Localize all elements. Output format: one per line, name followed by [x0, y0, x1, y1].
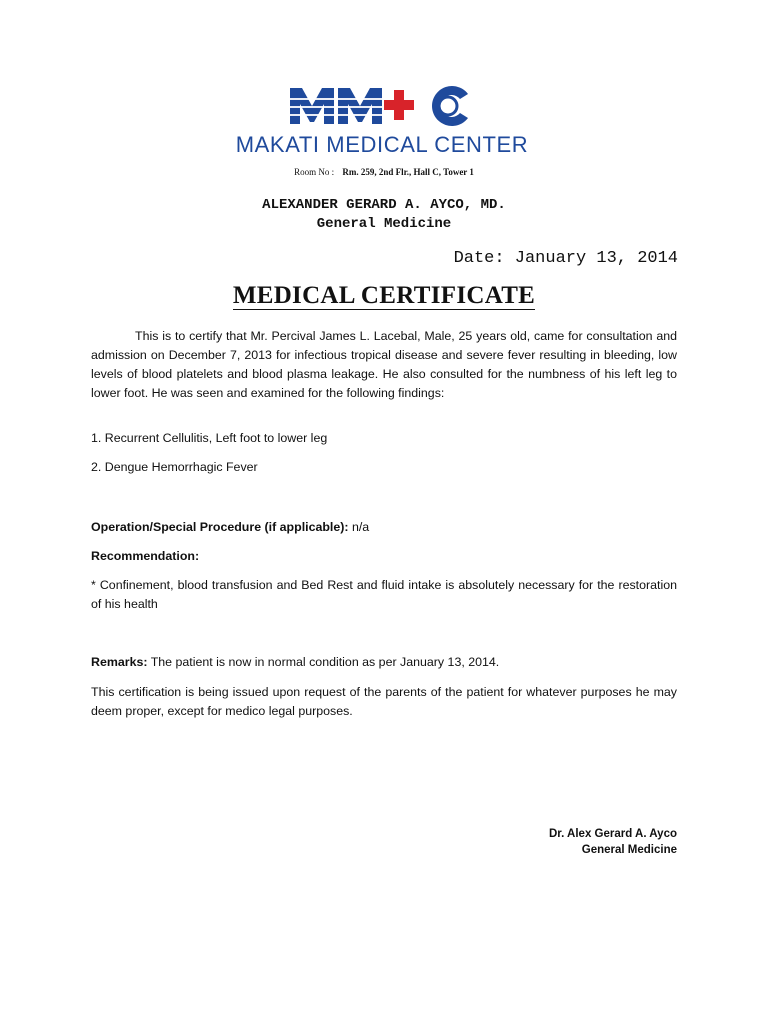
- room-number: [0, 167, 768, 177]
- recommendation-text: * Confinement, blood transfusion and Bed Rest and fluid intake is absolutely necessary for the restoration of his health: [91, 578, 677, 611]
- certificate-title-text: MEDICAL CERTIFICATE: [232, 282, 536, 309]
- operation-value: n/a: [348, 520, 370, 534]
- certificate-title: [0, 282, 768, 310]
- finding-item: 2. Dengue Hemorrhagic Fever: [91, 460, 258, 474]
- recommendation-label: Recommendation:: [91, 549, 200, 563]
- mmc-logo-mark: [290, 80, 480, 128]
- signature-title: General Medicine: [581, 844, 677, 856]
- finding-item: 1. Recurrent Cellulitis, Left foot to lower leg: [91, 431, 328, 445]
- operation-label: Operation/Special Procedure (if applicable):: [91, 520, 349, 534]
- intro-paragraph: This is to certify that Mr. Percival James L. Lacebal, Male, 25 years old, came for consultation and admission on December 7, 2013 for infectious tropical disease and severe fever resulting in bleeding, low levels of blood platelets and blood plasma leakage. He also consulted for the numbness of his left leg to lower foot. He was seen and examined for the following findings:: [91, 329, 677, 400]
- doctor-specialty: General Medicine: [316, 216, 452, 232]
- room-value: Rm. 259, 2nd Flr., Hall C, Tower 1: [342, 167, 474, 177]
- certificate-date: Date: January 13, 2014: [453, 249, 678, 268]
- doctor-name: ALEXANDER GERARD A. AYCO, MD.: [262, 197, 506, 213]
- remarks-label: Remarks:: [91, 655, 148, 669]
- institution-name: MAKATI MEDICAL CENTER: [235, 132, 529, 157]
- signature-name: Dr. Alex Gerard A. Ayco: [548, 828, 677, 840]
- operation-line: [91, 518, 677, 537]
- makati-medical-center-logo: [222, 80, 542, 160]
- remarks-line: [91, 653, 677, 672]
- remarks-text: The patient is now in normal condition as per January 13, 2014.: [147, 655, 500, 669]
- room-label: Room No :: [294, 167, 335, 177]
- closing-paragraph: This certification is being issued upon request of the parents of the patient for whatever purposes he may deem proper, except for medico legal purposes.: [91, 685, 677, 718]
